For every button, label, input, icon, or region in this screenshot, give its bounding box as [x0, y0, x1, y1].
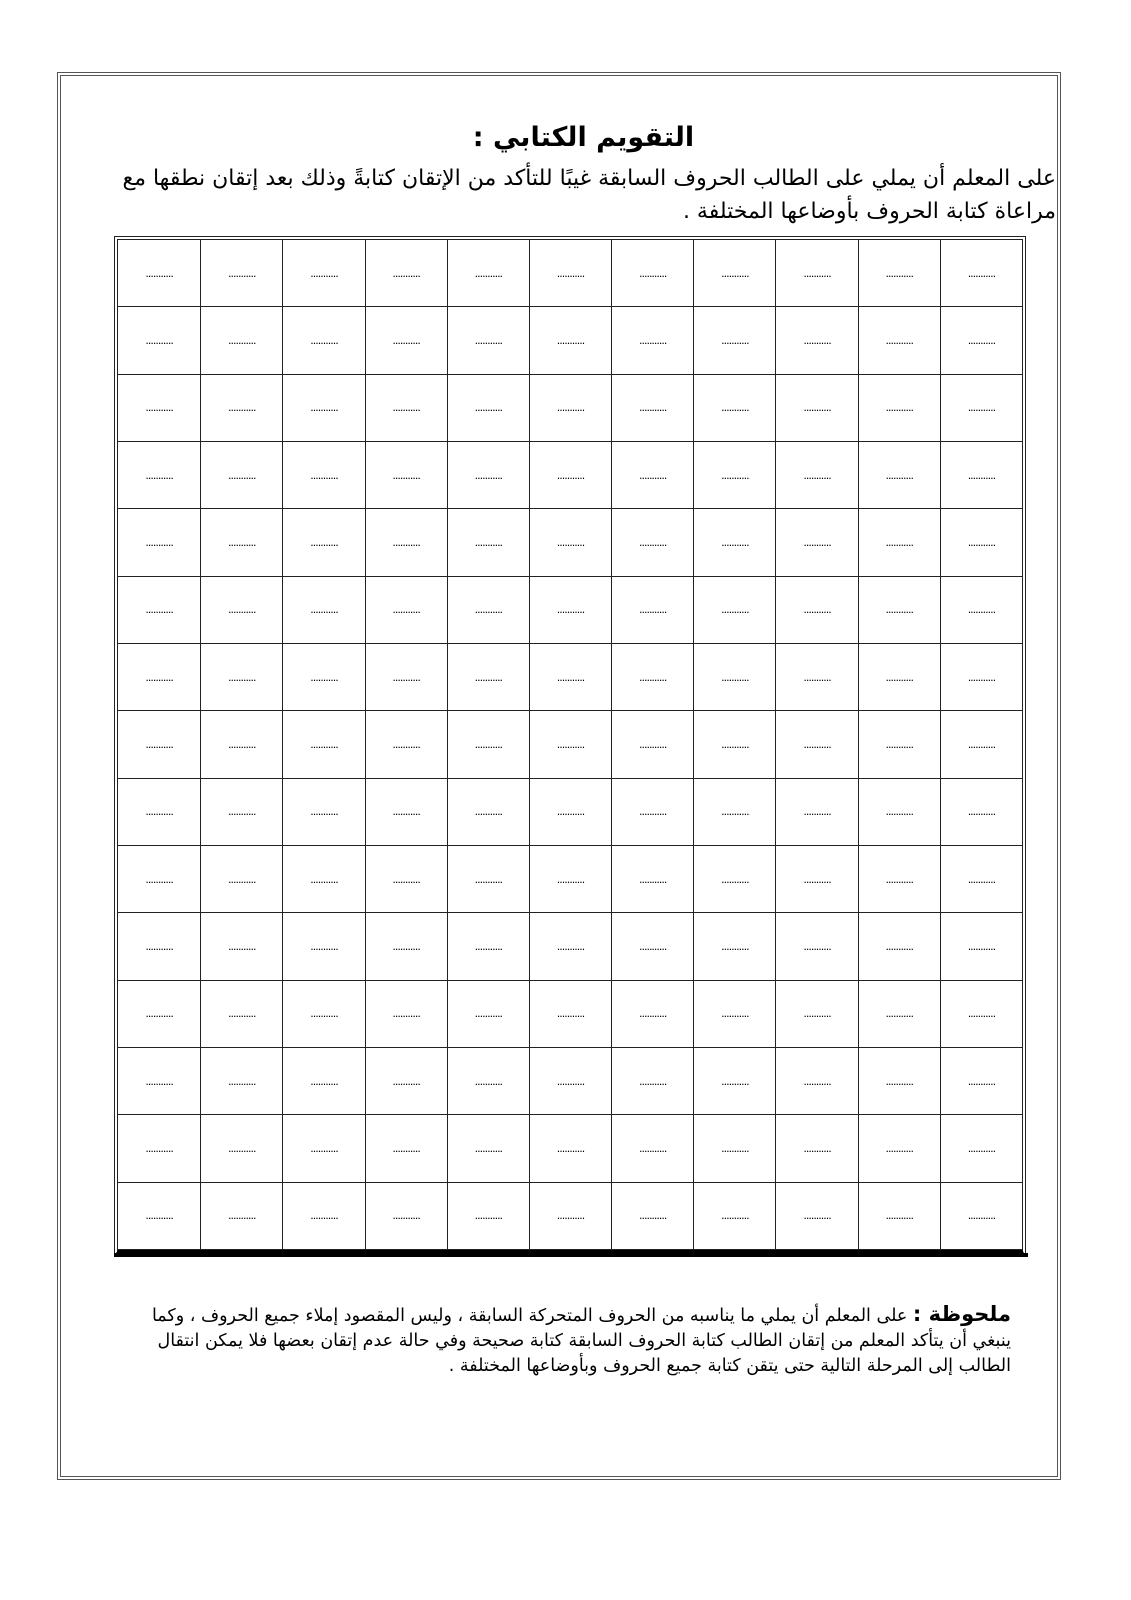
grid-cell[interactable]: ...........	[447, 442, 529, 509]
grid-cell[interactable]: ...........	[282, 1183, 364, 1250]
grid-cell[interactable]: ...........	[200, 1048, 282, 1115]
grid-cell[interactable]: ...........	[282, 1048, 364, 1115]
grid-cell[interactable]: ...........	[365, 644, 447, 711]
grid-cell[interactable]: ...........	[200, 509, 282, 576]
grid-cell[interactable]: ...........	[858, 442, 940, 509]
grid-cell[interactable]: ...........	[200, 577, 282, 644]
grid-cell[interactable]: ...........	[858, 846, 940, 913]
grid-cell[interactable]: ...........	[282, 913, 364, 980]
grid-cell[interactable]: ...........	[365, 779, 447, 846]
grid-bottom-rule	[114, 1253, 1028, 1257]
grid-cell[interactable]: ...........	[693, 375, 775, 442]
grid-cell[interactable]: ...........	[611, 509, 693, 576]
grid-cell[interactable]: ...........	[529, 779, 611, 846]
grid-cell[interactable]: ...........	[940, 375, 1022, 442]
grid-cell[interactable]: ...........	[940, 442, 1022, 509]
grid-cell[interactable]: ...........	[282, 711, 364, 778]
grid-cell[interactable]: ...........	[529, 577, 611, 644]
grid-cell[interactable]: ...........	[858, 577, 940, 644]
grid-cell[interactable]: ...........	[200, 644, 282, 711]
grid-cell[interactable]: ...........	[775, 442, 857, 509]
grid-cell[interactable]: ...........	[693, 913, 775, 980]
grid-cell[interactable]: ...........	[447, 509, 529, 576]
grid-cell[interactable]: ...........	[529, 981, 611, 1048]
grid-cell[interactable]: ...........	[365, 913, 447, 980]
grid-cell[interactable]: ...........	[118, 509, 200, 576]
grid-cell[interactable]: ...........	[775, 644, 857, 711]
grid-cell[interactable]: ...........	[858, 509, 940, 576]
grid-cell[interactable]: ...........	[611, 1183, 693, 1250]
grid-cell[interactable]: ...........	[611, 307, 693, 374]
grid-cell[interactable]: ...........	[447, 711, 529, 778]
grid-cell[interactable]: ...........	[775, 846, 857, 913]
grid-cell[interactable]: ...........	[118, 1048, 200, 1115]
grid-cell[interactable]: ...........	[118, 779, 200, 846]
grid-cell[interactable]: ...........	[693, 509, 775, 576]
grid-cell[interactable]: ...........	[940, 1048, 1022, 1115]
grid-cell[interactable]: ...........	[940, 846, 1022, 913]
grid-cell[interactable]: ...........	[529, 307, 611, 374]
grid-cell[interactable]: ...........	[118, 1183, 200, 1250]
grid-cell[interactable]: ...........	[447, 1183, 529, 1250]
grid-cell[interactable]: ...........	[447, 981, 529, 1048]
grid-cell[interactable]: ...........	[940, 913, 1022, 980]
grid-cell[interactable]: ...........	[365, 509, 447, 576]
grid-cell[interactable]: ...........	[611, 1115, 693, 1182]
grid-cell[interactable]: ...........	[282, 1115, 364, 1182]
grid-cell[interactable]: ...........	[282, 644, 364, 711]
grid-cell[interactable]: ...........	[529, 913, 611, 980]
grid-cell[interactable]: ...........	[529, 240, 611, 307]
grid-cell[interactable]: ...........	[447, 240, 529, 307]
grid-cell[interactable]: ...........	[858, 1115, 940, 1182]
grid-cell[interactable]: ...........	[282, 307, 364, 374]
dictation-grid	[114, 236, 1026, 1256]
grid-cell[interactable]: ...........	[529, 375, 611, 442]
grid-cell[interactable]: ...........	[775, 577, 857, 644]
grid-cell[interactable]: ...........	[365, 711, 447, 778]
grid-cell[interactable]: ...........	[858, 1183, 940, 1250]
grid-cell[interactable]: ...........	[529, 846, 611, 913]
instructions-paragraph: على المعلم أن يملي على الطالب الحروف السابقة غيبًا للتأكد من الإتقان كتابةً وذلك بعد إتقان نطقها مع مراعاة كتابة الحروف بأوضاعها المختلفة .	[122, 166, 1056, 224]
grid-cell[interactable]: ...........	[447, 577, 529, 644]
grid-cell[interactable]: ...........	[447, 1048, 529, 1115]
grid-cell[interactable]: ...........	[365, 442, 447, 509]
grid-cell[interactable]: ...........	[611, 846, 693, 913]
note-text: على المعلم أن يملي ما يناسبه من الحروف المتحركة السابقة ، وليس المقصود إملاء جميع الحروف ، وكما ينبغي أن يتأكد المعلم من إتقان الطالب كتابة الحروف السابقة كتابة صحيحة وفي حالة عدم إتقان بعضها فلا يمكن انتقال الطالب إلى المرحلة التالية حتى يتقن كتابة جميع الحروف وبأوضاعها المختلفة .	[151, 1306, 1011, 1376]
grid-cell[interactable]: ...........	[200, 307, 282, 374]
grid-cell[interactable]: ...........	[447, 779, 529, 846]
grid-cell[interactable]: ...........	[693, 981, 775, 1048]
grid-cell[interactable]: ...........	[447, 375, 529, 442]
grid-cell[interactable]: ...........	[365, 240, 447, 307]
grid-cell[interactable]: ...........	[365, 1048, 447, 1115]
note-label: ملحوظة :	[912, 1302, 1011, 1326]
grid-cell[interactable]: ...........	[775, 1115, 857, 1182]
grid-cell[interactable]: ...........	[611, 375, 693, 442]
grid-cell[interactable]: ...........	[365, 981, 447, 1048]
grid-cell[interactable]: ...........	[693, 240, 775, 307]
grid-cell[interactable]: ...........	[200, 1115, 282, 1182]
grid-cell[interactable]: ...........	[775, 1048, 857, 1115]
grid-cell[interactable]: ...........	[611, 913, 693, 980]
grid-cell[interactable]: ...........	[611, 240, 693, 307]
grid-cell[interactable]: ...........	[611, 711, 693, 778]
grid-cell[interactable]: ...........	[611, 644, 693, 711]
grid-cell[interactable]: ...........	[940, 1183, 1022, 1250]
note-paragraph	[140, 1302, 1011, 1379]
grid-cell[interactable]: ...........	[447, 913, 529, 980]
grid-cell[interactable]: ...........	[282, 240, 364, 307]
grid-cell[interactable]: ...........	[693, 846, 775, 913]
grid-cell[interactable]: ...........	[529, 1048, 611, 1115]
grid-cell[interactable]: ...........	[118, 1115, 200, 1182]
grid-cell[interactable]: ...........	[775, 1183, 857, 1250]
grid-cell[interactable]: ...........	[200, 846, 282, 913]
grid-cell[interactable]: ...........	[775, 509, 857, 576]
grid-cell[interactable]: ...........	[447, 644, 529, 711]
grid-cell[interactable]: ...........	[940, 307, 1022, 374]
grid-cell[interactable]: ...........	[282, 779, 364, 846]
grid-cell[interactable]: ...........	[118, 711, 200, 778]
grid-cell[interactable]: ...........	[940, 981, 1022, 1048]
grid-cell[interactable]: ...........	[940, 1115, 1022, 1182]
grid-cell[interactable]: ...........	[282, 442, 364, 509]
grid-cell[interactable]: ...........	[693, 307, 775, 374]
grid-cell[interactable]: ...........	[200, 1183, 282, 1250]
grid-cell[interactable]: ...........	[611, 577, 693, 644]
grid-cell[interactable]: ...........	[693, 779, 775, 846]
grid-cell[interactable]: ...........	[940, 779, 1022, 846]
grid-cell[interactable]: ...........	[858, 913, 940, 980]
grid-cell[interactable]: ...........	[693, 1115, 775, 1182]
grid-cell[interactable]: ...........	[282, 509, 364, 576]
grid-cell[interactable]: ...........	[858, 644, 940, 711]
grid-cell[interactable]: ...........	[365, 307, 447, 374]
grid-cell[interactable]: ...........	[775, 981, 857, 1048]
grid-cell[interactable]: ...........	[447, 307, 529, 374]
grid-cell[interactable]: ...........	[529, 1115, 611, 1182]
grid-cell[interactable]: ...........	[447, 1115, 529, 1182]
grid-cell[interactable]: ...........	[200, 913, 282, 980]
grid-cell[interactable]: ...........	[940, 644, 1022, 711]
grid-cell[interactable]: ...........	[365, 577, 447, 644]
grid-cell[interactable]: ...........	[611, 981, 693, 1048]
grid-cell[interactable]: ...........	[529, 442, 611, 509]
grid-cell[interactable]: ...........	[118, 307, 200, 374]
grid-cell[interactable]: ...........	[693, 1048, 775, 1115]
grid-cell[interactable]: ...........	[858, 240, 940, 307]
grid-cell[interactable]: ...........	[529, 1183, 611, 1250]
grid-cell[interactable]: ...........	[775, 779, 857, 846]
grid-cell[interactable]: ...........	[775, 711, 857, 778]
grid-cell[interactable]: ...........	[200, 240, 282, 307]
grid-cell[interactable]: ...........	[611, 779, 693, 846]
grid-cell[interactable]: ...........	[118, 644, 200, 711]
grid-cell[interactable]: ...........	[282, 375, 364, 442]
grid-cell[interactable]: ...........	[693, 644, 775, 711]
grid-cell[interactable]: ...........	[200, 442, 282, 509]
grid-cell[interactable]: ...........	[365, 1183, 447, 1250]
grid-cell[interactable]: ...........	[282, 981, 364, 1048]
grid-cell[interactable]: ...........	[940, 577, 1022, 644]
grid-cell[interactable]: ...........	[940, 240, 1022, 307]
grid-cell[interactable]: ...........	[775, 307, 857, 374]
grid-cell[interactable]: ...........	[118, 913, 200, 980]
grid-cell[interactable]: ...........	[940, 509, 1022, 576]
grid-cell[interactable]: ...........	[365, 375, 447, 442]
grid-cell[interactable]: ...........	[447, 846, 529, 913]
grid-cell[interactable]: ...........	[529, 644, 611, 711]
grid-cell[interactable]: ...........	[200, 711, 282, 778]
grid-cell[interactable]: ...........	[858, 711, 940, 778]
grid-cell[interactable]: ...........	[775, 375, 857, 442]
grid-cell[interactable]: ...........	[611, 1048, 693, 1115]
grid-cell[interactable]: ...........	[118, 375, 200, 442]
grid-cell[interactable]: ...........	[611, 442, 693, 509]
grid-cell[interactable]: ...........	[118, 577, 200, 644]
grid-cell[interactable]: ...........	[365, 846, 447, 913]
grid-cell[interactable]: ...........	[529, 509, 611, 576]
grid-cell[interactable]: ...........	[118, 240, 200, 307]
page-title: التقويم الكتابي :	[472, 122, 695, 153]
grid-cell[interactable]: ...........	[693, 577, 775, 644]
grid-cell[interactable]: ...........	[529, 711, 611, 778]
grid-cell[interactable]: ...........	[282, 577, 364, 644]
grid-cell[interactable]: ...........	[118, 442, 200, 509]
grid-cell[interactable]: ...........	[118, 846, 200, 913]
grid-cell[interactable]: ...........	[200, 981, 282, 1048]
grid-cell[interactable]: ...........	[858, 779, 940, 846]
grid-cell[interactable]: ...........	[858, 1048, 940, 1115]
grid-cell[interactable]: ...........	[858, 375, 940, 442]
grid-cell[interactable]: ...........	[200, 779, 282, 846]
grid-cell[interactable]: ...........	[282, 846, 364, 913]
grid-cell[interactable]: ...........	[858, 981, 940, 1048]
grid-cell[interactable]: ...........	[693, 711, 775, 778]
grid-cell[interactable]: ...........	[118, 981, 200, 1048]
grid-cell[interactable]: ...........	[940, 711, 1022, 778]
grid-cell[interactable]: ...........	[693, 1183, 775, 1250]
grid-cell[interactable]: ...........	[775, 913, 857, 980]
grid-cell[interactable]: ...........	[365, 1115, 447, 1182]
grid-cell[interactable]: ...........	[200, 375, 282, 442]
grid-cell[interactable]: ...........	[775, 240, 857, 307]
grid-cell[interactable]: ...........	[693, 442, 775, 509]
grid-cell[interactable]: ...........	[858, 307, 940, 374]
